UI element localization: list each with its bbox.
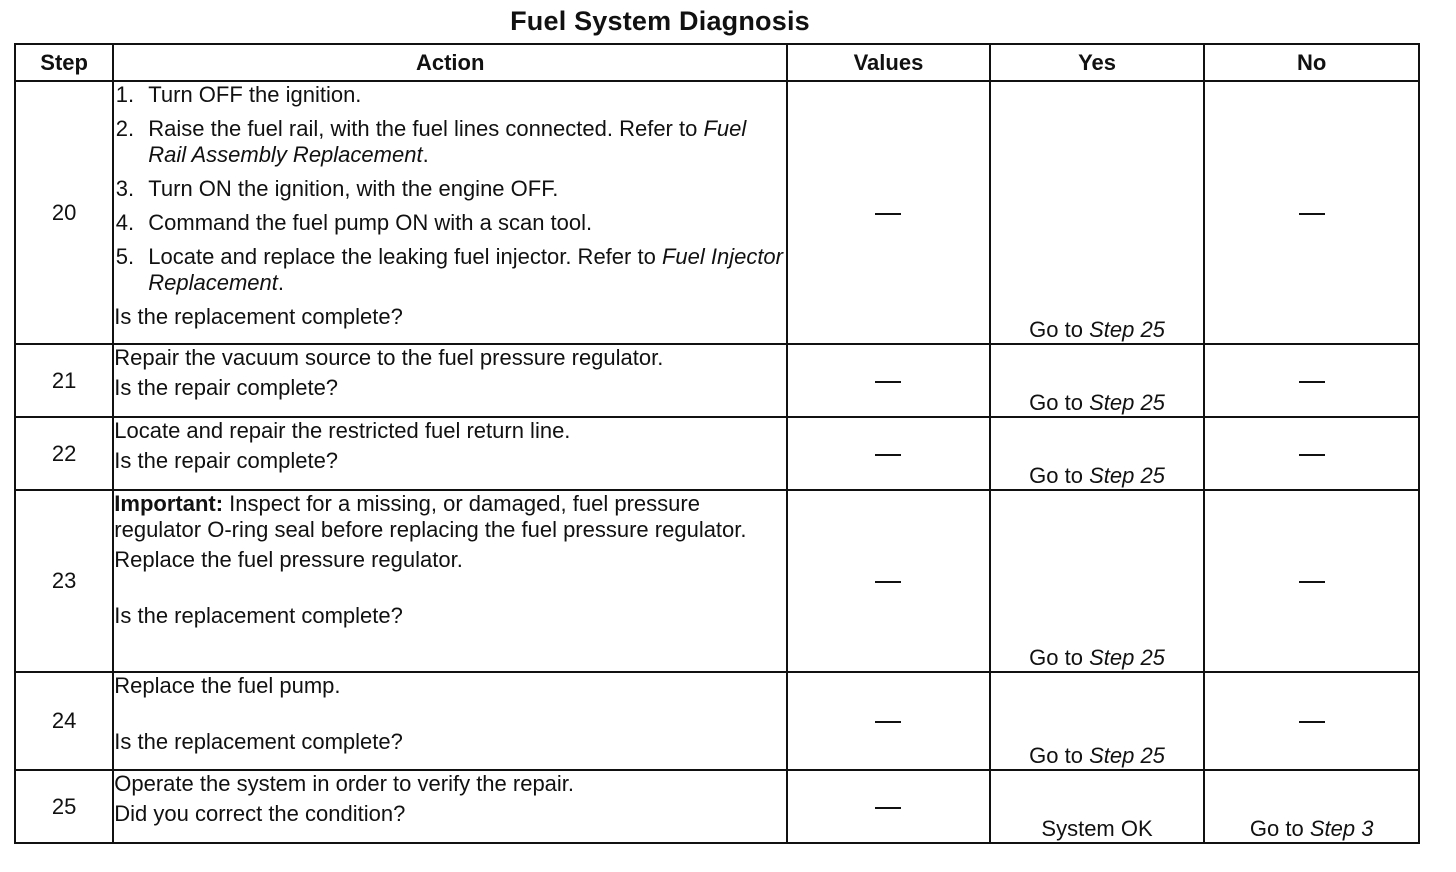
no-cell (1204, 417, 1419, 490)
yes-cell: Go to Step 25 (990, 81, 1205, 344)
header-yes: Yes (990, 44, 1205, 81)
page-title: Fuel System Diagnosis (510, 6, 810, 36)
action-step: 4. Command the fuel pump ON with a scan tool. (140, 210, 786, 236)
action-steps-list (114, 82, 786, 296)
action-text: Locate and repair the restricted fuel return line. (114, 418, 571, 443)
table-row (15, 344, 1419, 417)
action-cell (113, 81, 787, 344)
action-step: 5. Locate and replace the leaking fuel injector. Refer to Fuel Injector Replacement. (140, 244, 786, 296)
no-cell (1204, 81, 1419, 344)
header-no: No (1204, 44, 1419, 81)
header-step: Step (15, 44, 113, 81)
important-label: Important: (114, 491, 224, 516)
important-note: Important: Inspect for a missing, or damaged, fuel pressure regulator O-ring seal before replacing the fuel pressure regulator. (114, 491, 747, 542)
header-action: Action (113, 44, 787, 81)
dash-mark (1299, 213, 1325, 215)
action-step: 2. Raise the fuel rail, with the fuel lines connected. Refer to Fuel Rail Assembly Replacement. (140, 116, 786, 168)
dash-mark (875, 721, 901, 723)
diagnosis-table (14, 43, 1420, 844)
step-number: 22 (15, 417, 113, 490)
step-number: 25 (15, 770, 113, 843)
step-number: 20 (15, 81, 113, 344)
action-question: Is the replacement complete? (114, 603, 403, 628)
values-cell (787, 672, 990, 770)
table-row (15, 417, 1419, 490)
action-text: Replace the fuel pump. (114, 673, 341, 698)
action-text: Repair the vacuum source to the fuel pressure regulator. (114, 345, 664, 370)
action-cell (113, 770, 787, 843)
step-number: 21 (15, 344, 113, 417)
step-reference: Step 25 (1089, 645, 1165, 670)
dash-mark (875, 454, 901, 456)
action-text: Operate the system in order to verify the repair. (114, 771, 575, 796)
values-cell (787, 344, 990, 417)
yes-cell: Go to Step 25 (990, 672, 1205, 770)
header-values: Values (787, 44, 990, 81)
table-row (15, 81, 1419, 344)
action-question: Did you correct the condition? (114, 801, 406, 826)
values-cell (787, 81, 990, 344)
values-cell (787, 770, 990, 843)
no-cell (1204, 344, 1419, 417)
step-reference: Step 3 (1309, 816, 1374, 841)
step-reference: Step 25 (1089, 390, 1165, 415)
action-question: Is the repair complete? (114, 448, 339, 473)
dash-mark (875, 213, 901, 215)
reference-link: Fuel Rail Assembly Replacement (148, 116, 747, 167)
header-row (15, 44, 1419, 81)
dash-mark (875, 581, 901, 583)
yes-cell: Go to Step 25 (990, 417, 1205, 490)
reference-link: Fuel Injector Replacement (148, 244, 783, 295)
dash-mark (1299, 381, 1325, 383)
action-cell (113, 344, 787, 417)
step-reference: Step 25 (1089, 317, 1165, 342)
yes-cell: Go to Step 25 (990, 490, 1205, 672)
table-row (15, 770, 1419, 843)
action-question: Is the replacement complete? (114, 304, 403, 329)
no-cell (1204, 672, 1419, 770)
values-cell (787, 417, 990, 490)
dash-mark (875, 807, 901, 809)
step-number: 23 (15, 490, 113, 672)
table-row (15, 490, 1419, 672)
action-question: Is the replacement complete? (114, 729, 403, 754)
dash-mark (1299, 721, 1325, 723)
dash-mark (1299, 454, 1325, 456)
step-reference: Step 25 (1089, 463, 1165, 488)
action-cell (113, 417, 787, 490)
values-cell (787, 490, 990, 672)
step-reference: Step 25 (1089, 743, 1165, 768)
yes-cell: Go to Step 25 (990, 344, 1205, 417)
action-cell (113, 672, 787, 770)
action-cell (113, 490, 787, 672)
action-step: 3. Turn ON the ignition, with the engine OFF. (140, 176, 786, 202)
dash-mark (1299, 581, 1325, 583)
no-cell: Go to Step 3 (1204, 770, 1419, 843)
yes-cell: System OK (990, 770, 1205, 843)
step-number: 24 (15, 672, 113, 770)
dash-mark (875, 381, 901, 383)
action-text: Replace the fuel pressure regulator. (114, 547, 463, 572)
action-question: Is the repair complete? (114, 375, 339, 400)
no-cell (1204, 490, 1419, 672)
action-step: 1. Turn OFF the ignition. (140, 82, 786, 108)
table-row (15, 672, 1419, 770)
